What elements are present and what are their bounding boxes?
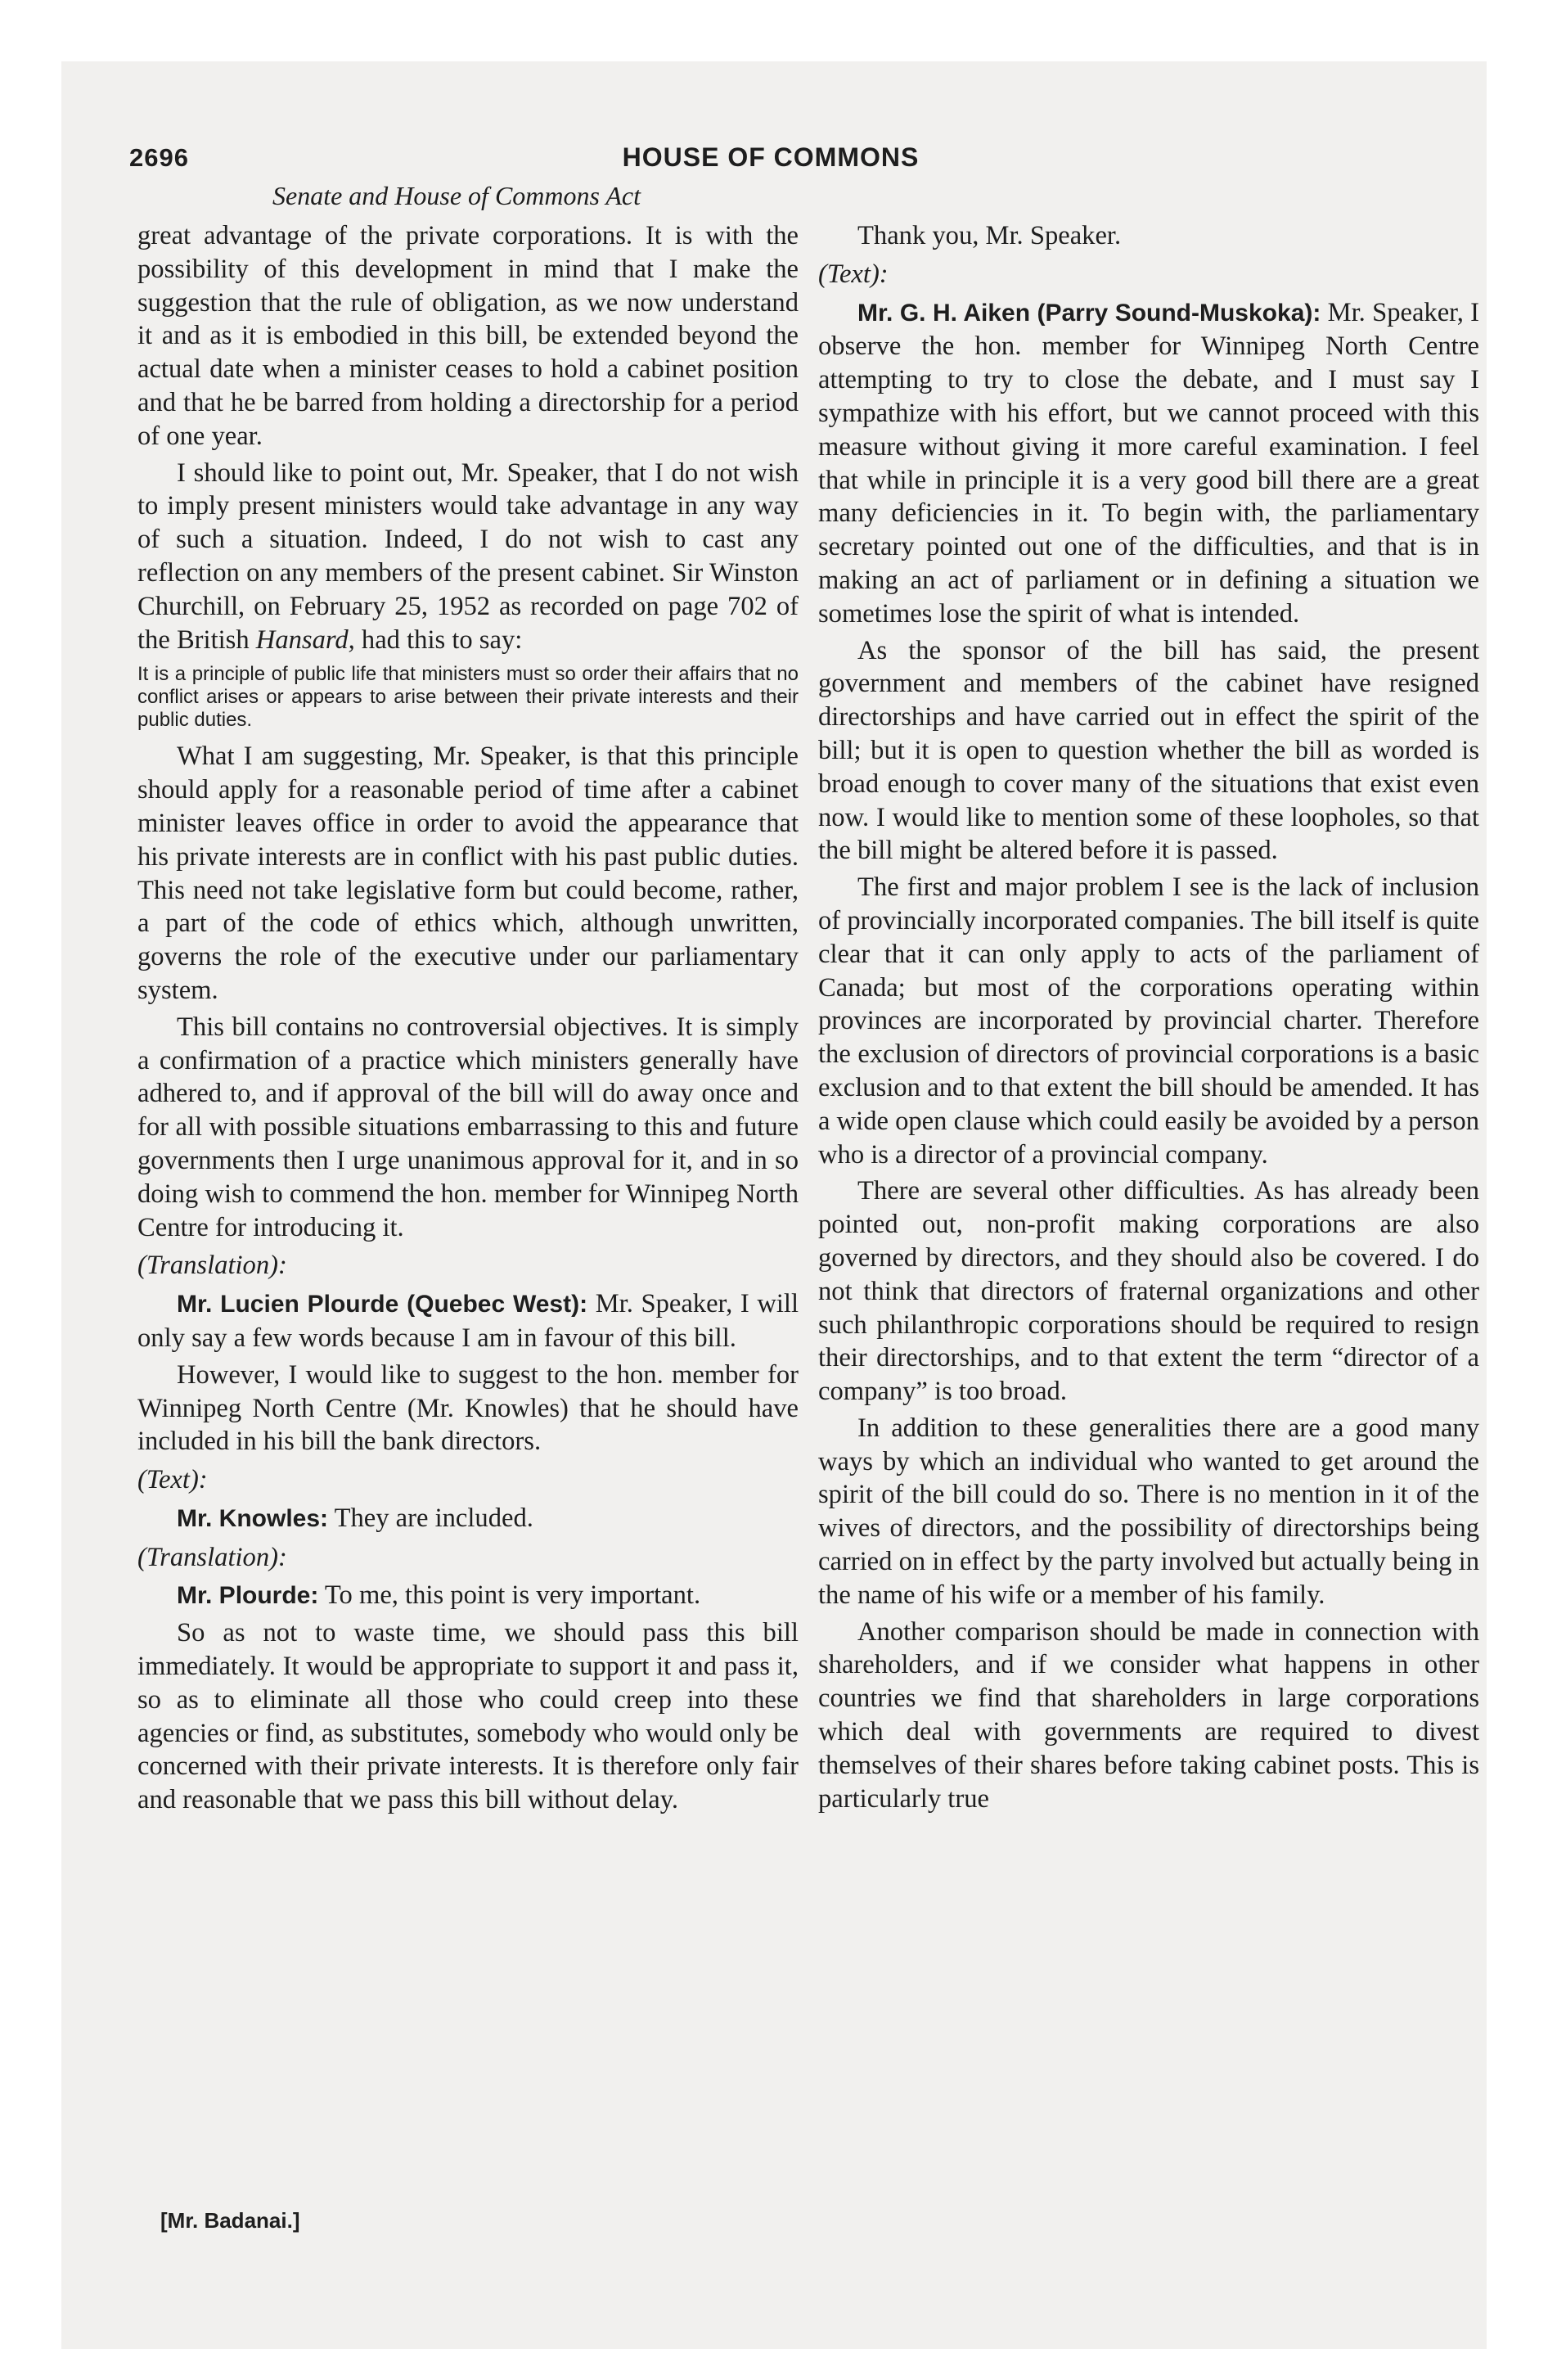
paragraph: However, I would like to suggest to the hon. member for Winnipeg North Centre (Mr. Knowles) that he should have included in his bill the bank directors. xyxy=(137,1359,799,1457)
speech xyxy=(137,1579,799,1613)
paragraph: This bill contains no controversial objectives. It is simply a confirmation of a practice which ministers generally have adhered to, and if approval of the bill will do away once and for all with possible situations embarrassing to this and future governments then I urge unanimous approval for it, and in so doing wish to commend the hon. member for Winnipeg North Centre for introducing it. xyxy=(137,1012,799,1242)
page-number: 2696 xyxy=(129,143,189,172)
language-label: (Translation): xyxy=(137,1542,287,1572)
language-label: (Text): xyxy=(818,259,889,289)
paragraph xyxy=(137,457,799,657)
section-title: Senate and House of Commons Act xyxy=(272,181,641,210)
speaker-name: Mr. G. H. Aiken (Parry Sound-Muskoka): xyxy=(857,299,1321,327)
paragraph: What I am suggesting, Mr. Speaker, is that this principle should apply for a reasonable period of time after a cabinet minister leaves office in order to avoid the appearance that his private interests are in conflict with his past public duties. This need not take legislative form but could become, rather, a part of the code of ethics which, although unwritten, governs the role of the executive under our parliamentary system. xyxy=(137,741,799,1005)
speech xyxy=(818,296,1479,631)
hansard-title: Hansard, xyxy=(255,624,355,655)
paragraph-text: had this to say: xyxy=(354,624,523,655)
speaker-name: Mr. Lucien Plourde (Quebec West): xyxy=(177,1291,588,1318)
speaker-name: Mr. Knowles: xyxy=(177,1504,329,1532)
paragraph: As the sponsor of the bill has said, the present government and members of the cabinet have resigned directorships and have carried out in effect the spirit of the bill; but it is open to question whether the bill as worded is broad enough to cover many of the situations that exist even now. I would like to mention some of these loopholes, so that the bill might be altered before it is passed. xyxy=(818,635,1479,866)
paragraph: Thank you, Mr. Speaker. xyxy=(857,221,1122,250)
language-label: (Text): xyxy=(137,1465,208,1495)
speech xyxy=(137,1287,799,1355)
right-column xyxy=(818,219,1479,1819)
block-quote: It is a principle of public life that ministers must so order their affairs that no conflict arises or appears to arise between their private interests and their public duties. xyxy=(137,663,799,732)
running-head: HOUSE OF COMMONS xyxy=(622,142,920,172)
paragraph: There are several other difficulties. As has already been pointed out, non-profit making corporations are also governed by directors, and they should also be covered. I do not think that directors of fraternal organizations and other such philanthropic corporations should be required to resign their directorships, and to that extent the term “director of a company” is too broad. xyxy=(818,1176,1479,1407)
speaker-name: Mr. Plourde: xyxy=(177,1582,319,1610)
left-column xyxy=(137,219,799,1820)
paragraph-text: I should like to point out, Mr. Speaker, that I do not wish to imply present ministers would take advantage in any way of such a situation. Indeed, I do not wish to cast any reflection on any members of the present cabinet. Sir Winston Churchill, on February 25, 1952 as recorded on page 702 of the British xyxy=(137,458,799,655)
paragraph: So as not to waste time, we should pass this bill immediately. It would be appropriate to support it and pass it, so as to eliminate all those who could creep into these agencies or find, as substitutes, somebody who would only be concerned with their private interests. It is therefore only fair and reasonable that we pass this bill without delay. xyxy=(137,1618,799,1815)
speech-text: To me, this point is very important. xyxy=(318,1580,701,1611)
speech-text: Mr. Speaker, I will only say a few words because I am in favour of this bill. xyxy=(137,1289,799,1353)
paragraph: Another comparison should be made in connection with shareholders, and if we consider what happens in other countries we find that shareholders in large corporations which deal with governments are required to divest themselves of their shares before taking cabinet posts. This is particularly true xyxy=(818,1616,1479,1814)
speaker-reference: [Mr. Badanai.] xyxy=(160,2208,300,2233)
paragraph: great advantage of the private corporations. It is with the possibility of this development in mind that I make the suggestion that the rule of obligation, as we now understand it and as it is embodied in this bill, be extended beyond the actual date when a minister ceases to hold a cabinet position and that he be barred from holding a directorship for a period of one year. xyxy=(137,221,799,451)
paragraph: In addition to these generalities there are a good many ways by which an individual who wanted to get around the spirit of the bill could do so. There is no mention in it of the wives of directors, and the possibility of directorships being carried on in effect by the party involved but actually being in the name of his wife or a member of his family. xyxy=(818,1413,1479,1610)
speech-text: Mr. Speaker, I observe the hon. member for Winnipeg North Centre attempting to try to close the debate, and I must say I sympathize with his effort, but we cannot proceed with this measure without giving it more careful examination. I feel that while in principle it is a very good bill there are a great many deficiencies in it. To begin with, the parliamentary secretary pointed out one of the difficulties, and that is in making an act of parliament or in defining a situation we sometimes lose the spirit of what is intended. xyxy=(818,297,1479,629)
paragraph: The first and major problem I see is the lack of inclusion of provincially incorporated companies. The bill itself is quite clear that it can only apply to acts of the parliament of Canada; but most of the corporations operating within provinces are incorporated by provincial charter. Therefore the exclusion of directors of provincial corporations is a basic exclusion and to that extent the bill should be amended. It has a wide open clause which could easily be avoided by a person who is a director of a provincial company. xyxy=(818,872,1479,1170)
speech xyxy=(137,1502,799,1536)
speech-text: They are included. xyxy=(328,1503,533,1533)
language-label: (Translation): xyxy=(137,1251,287,1281)
